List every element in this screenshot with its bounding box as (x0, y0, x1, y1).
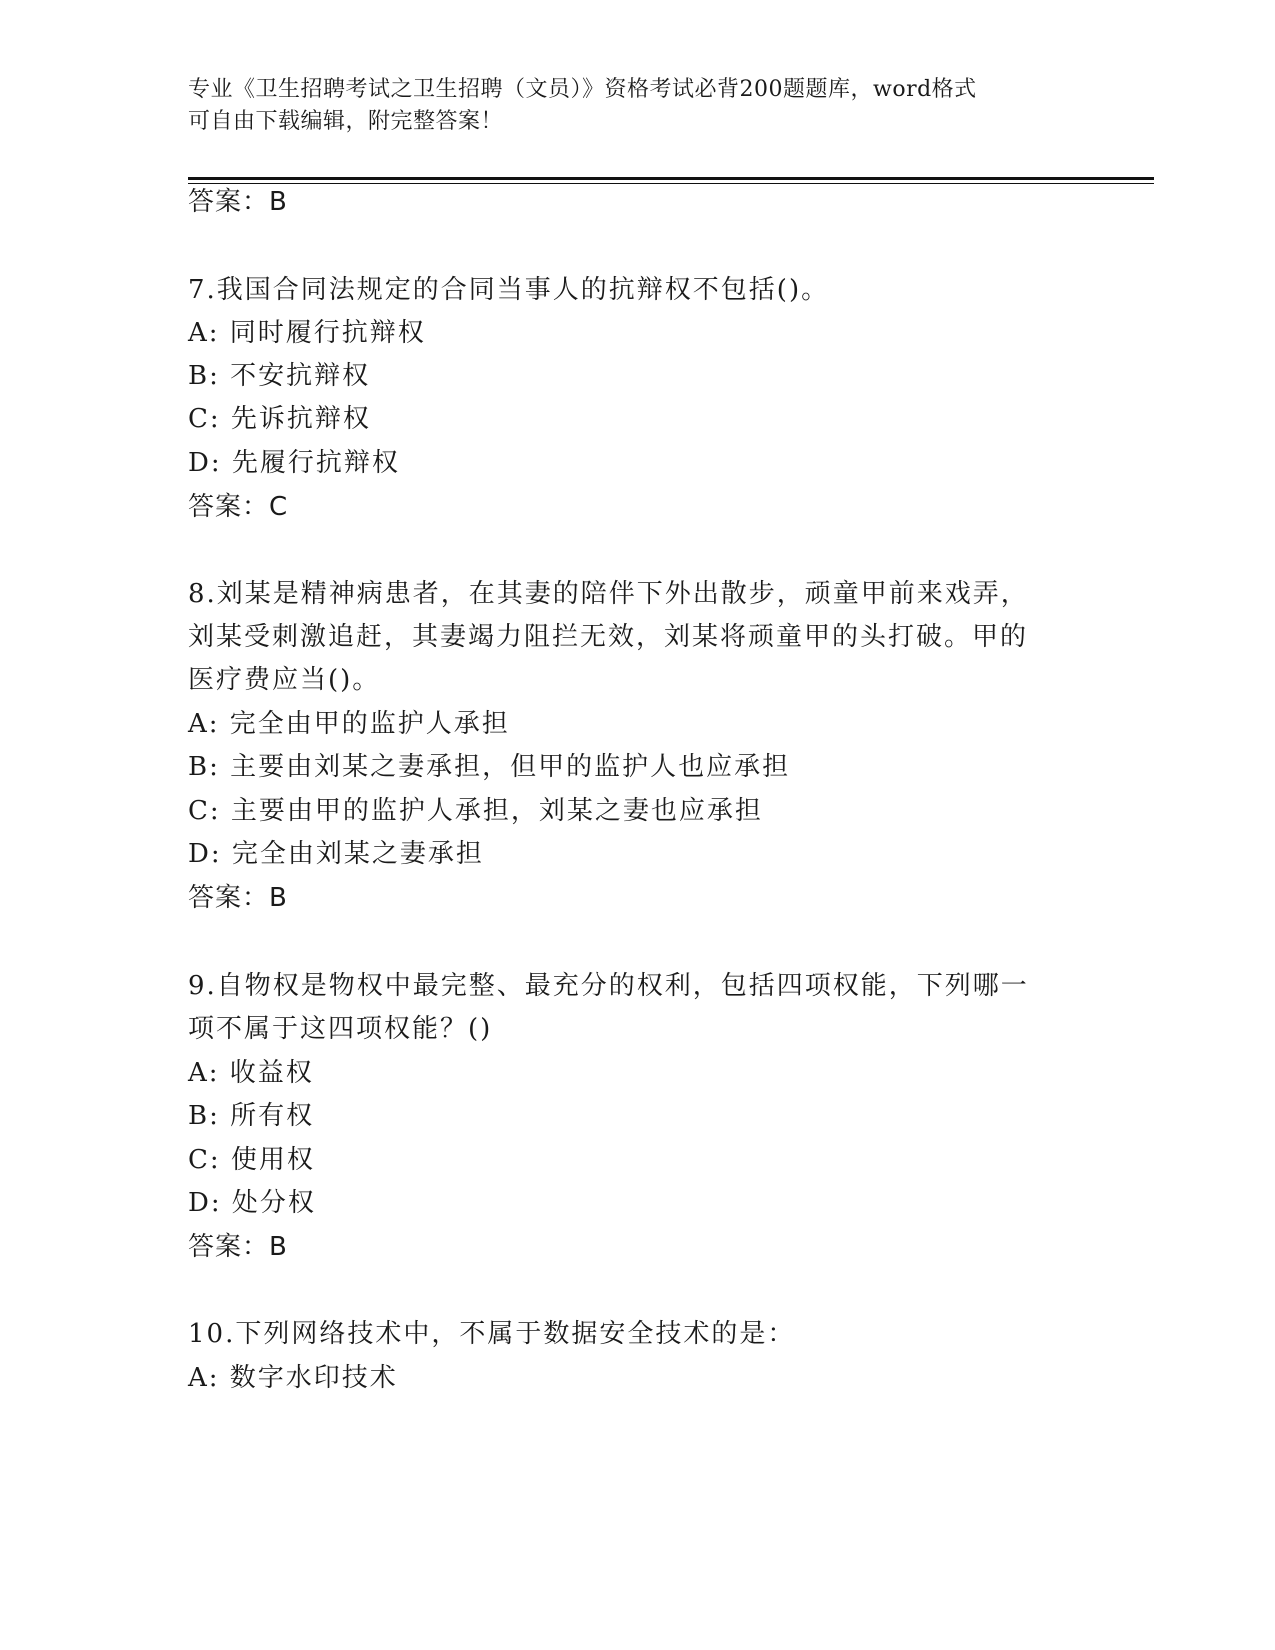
question-9-stem-line-2: 项不属于这四项权能？() (188, 1014, 493, 1044)
answer-previous: 答案：B (188, 187, 288, 217)
question-9-option-b: B: 所有权 (188, 1101, 315, 1131)
header-title-line-2: 可自由下载编辑，附完整答案！ (188, 109, 504, 134)
question-10-stem: 10.下列网络技术中，不属于数据安全技术的是： (188, 1319, 796, 1349)
question-8-option-d: D: 完全由刘某之妻承担 (188, 839, 484, 869)
question-8-stem-line-2: 刘某受刺激追赶，其妻竭力阻拦无效，刘某将顽童甲的头打破。甲的 (188, 622, 1029, 652)
header-divider-thin (188, 183, 1154, 184)
question-8-option-a: A: 完全由甲的监护人承担 (188, 709, 510, 739)
question-9-option-d: D: 处分权 (188, 1188, 316, 1218)
question-8-stem-line-3: 医疗费应当()。 (188, 665, 381, 695)
question-7-stem: 7.我国合同法规定的合同当事人的抗辩权不包括()。 (188, 275, 830, 305)
header-title-line-1: 专业《卫生招聘考试之卫生招聘（文员）》资格考试必背200题题库，word格式 (188, 77, 977, 102)
question-9-option-c: C: 使用权 (188, 1145, 315, 1175)
question-7-option-b: B: 不安抗辩权 (188, 361, 371, 391)
question-8-option-b: B: 主要由刘某之妻承担，但甲的监护人也应承担 (188, 752, 791, 782)
question-7-option-a: A: 同时履行抗辩权 (188, 318, 426, 348)
question-10-option-a: A: 数字水印技术 (188, 1363, 398, 1393)
question-7-option-c: C: 先诉抗辩权 (188, 404, 371, 434)
question-9-option-a: A: 收益权 (188, 1058, 314, 1088)
question-9-answer: 答案：B (188, 1232, 288, 1262)
question-8-option-c: C: 主要由甲的监护人承担，刘某之妻也应承担 (188, 796, 763, 826)
question-8-answer: 答案：B (188, 883, 288, 913)
header-divider-thick (188, 177, 1154, 180)
document-header (188, 74, 1068, 138)
question-9-stem-line-1: 9.自物权是物权中最完整、最充分的权利，包括四项权能，下列哪一 (188, 971, 1029, 1001)
question-7-answer: 答案：C (188, 492, 289, 522)
question-8-stem-line-1: 8.刘某是精神病患者，在其妻的陪伴下外出散步，顽童甲前来戏弄， (188, 579, 1029, 609)
question-7-option-d: D: 先履行抗辩权 (188, 448, 400, 478)
